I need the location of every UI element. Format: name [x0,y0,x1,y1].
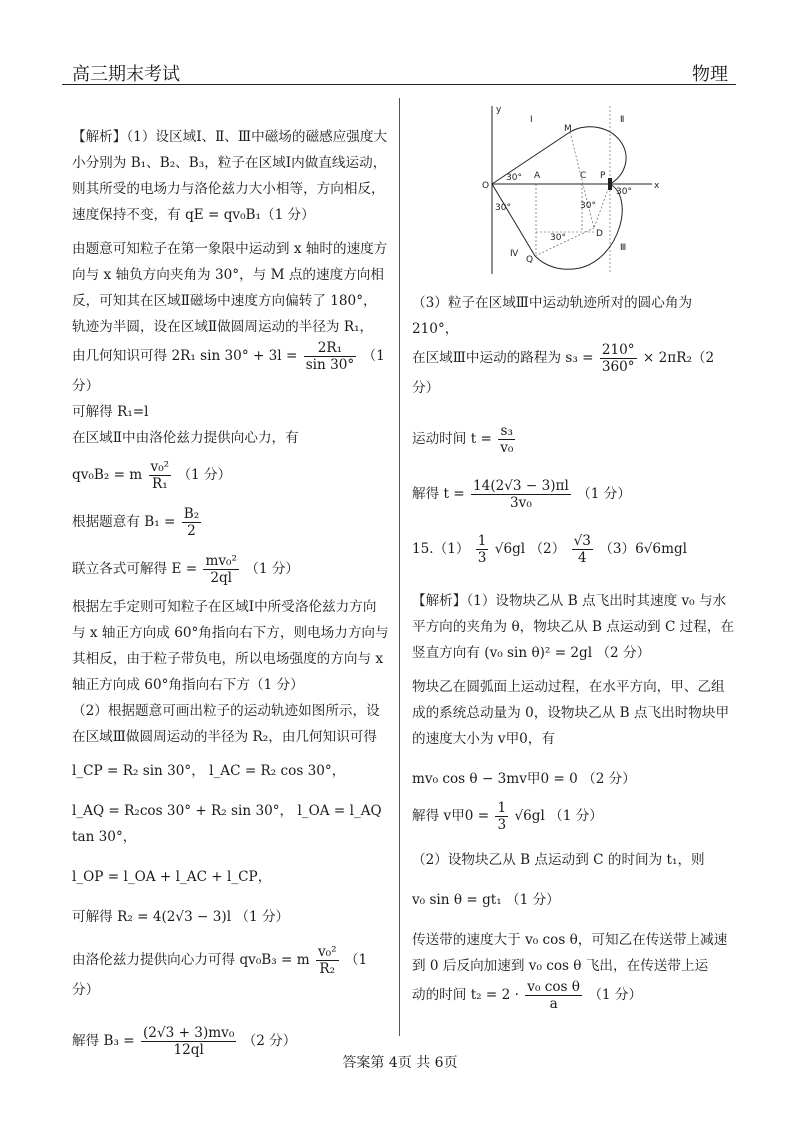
equation-t2: 动的时间 t₂ = 2 · $\frac{\text{v₀ cos θ}}{a}$ （1 分） [412,979,643,1012]
svg-text:Q: Q [526,255,534,265]
fraction: $\frac{\text{s₃}}{\text{v₀}}$ [500,423,514,456]
fraction: $\frac{\text{v₀²}}{\text{R₂}}$ [317,944,337,977]
exam-title: 高三期末考试 [72,64,180,85]
q15-part2: （2）设物块乙从 B 点运动到 C 的时间为 t₁，则 [412,852,705,868]
paragraph-field-direction: 根据左手定则可知粒子在区域Ⅰ中所受洛伦兹力方向与 x 轴正方向成 60°角指向右下方，则电场力方向与其相反，由于粒子带负电，所以电场强度的方向与 x 轴正方向成 60°角指向右下方（1 分） [72,599,389,693]
part3-angle: （3）粒子在区域Ⅲ中运动轨迹所对的圆心角为 210°， [412,295,693,337]
result-time: 解得 t = $\frac{14(2√3 - 3)\pi l}{\text{3v₀}}$ （1 分） [412,478,631,511]
equation-s3: 在区域Ⅲ中运动的路程为 s₃ = $\frac{210^\circ}{360^\circ}$ × 2πR₂（2 分） [412,342,715,396]
svg-text:C: C [580,171,587,181]
q15-momentum: 物块乙在圆弧面上运动过程，在水平方向，甲、乙组成的系统总动量为 0，设物块乙从 B 点飞出时物块甲的速度大小为 v甲0，有 [412,679,730,747]
svg-text:30°: 30° [580,201,596,211]
svg-text:Ⅰ: Ⅰ [530,115,533,125]
right-column [412,290,738,1012]
equation-b3: 由洛伦兹力提供向心力可得 qv₀B₃ = m $\frac{\text{v₀²}}{\text{R₂}}$ （1 分） [72,944,368,998]
q15-belt: 传送带的速度大于 v₀ cos θ，可知乙在传送带上减速到 0 后反向加速到 v₀ cos θ 飞出，在传送带上运 [412,932,728,974]
fraction: $\frac{√3}{4}$ [573,533,591,566]
q15-analysis: 【解析】（1）设物块乙从 B 点飞出时其速度 v₀ 与水平方向的夹角为 θ，物块乙从 B 点运动到 C 过程，在竖直方向有 (v₀ sin θ)² = 2gl （2 分） [412,593,735,661]
equation-b1: 根据题意有 B₁ = $\frac{\text{B₂}}{2}$ [72,506,200,539]
equation-time: 运动时间 t = $\frac{\text{s₃}}{\text{v₀}}$ [412,423,514,456]
svg-text:Ⅲ: Ⅲ [620,243,627,253]
result-v0: 解得 v甲0 = $\frac{1}{3}$ √6gl （1 分） [412,800,603,833]
svg-text:M: M [564,124,572,134]
page-footer: 答案第 4页 共 6页 [342,1055,458,1071]
svg-text:A: A [534,171,541,181]
fraction: $\frac{\text{mv₀²}}{2ql}$ [205,553,237,586]
left-column [72,124,390,1058]
fraction: $\frac{\text{2R₁}}{\sin 30^\circ}$ [305,340,355,373]
result-r1: 可解得 R₁=l [72,404,149,420]
page-header [62,58,736,85]
column-divider [399,98,400,1036]
solution-intro: 【解析】（1）设区域Ⅰ、Ⅱ、Ⅲ中磁场的磁感应强度大小分别为 B₁、B₂、B₃，粒子在区域Ⅰ内做直线运动，则其所受的电场力与洛伦兹力大小相等，方向相反，速度保持不变，有 qE = qv₀B₁（1 分） [72,129,388,223]
fraction: $\frac{\text{v₀ cos θ}}{a}$ [527,979,580,1012]
svg-text:Ⅳ: Ⅳ [510,249,519,259]
svg-text:P: P [600,171,606,181]
svg-text:y: y [496,105,502,115]
svg-text:30°: 30° [495,203,511,213]
q15-answers: 15.（1） $\frac{1}{3}$ √6gl （2） $\frac{√3}{4}$ （3）6√6mgl [412,533,688,566]
trajectory-diagram [470,98,670,284]
fraction: $\frac{\text{(2√3 + 3)mv₀}}{12ql}$ [143,1025,235,1058]
equation-laq: l_AQ = R₂cos 30° + R₂ sin 30°， l_OA = l_AQ tan 30°， [72,803,382,845]
fraction: $\frac{1}{3}$ [477,533,487,566]
svg-text:30°: 30° [550,233,566,243]
svg-text:30°: 30° [506,173,522,183]
equation-lop: l_OP = l_OA + l_AC + l_CP， [72,869,272,885]
equation-geometry: 由几何知识可得 2R₁ sin 30° + 3l = $\frac{\text{2R₁}}{\sin 30^\circ}$ （1 分） [72,340,385,394]
svg-text:D: D [596,229,603,239]
fraction: $\frac{210^\circ}{360^\circ}$ [601,342,635,375]
paragraph-analysis: 由题意可知粒子在第一象限中运动到 x 轴时的速度方向与 x 轴负方向夹角为 30°，与 M 点的速度方向相反，可知其在区域Ⅱ磁场中速度方向偏转了 180°，轨迹为半圆，设在区域Ⅱ做圆周运动的半径为 R₁， [72,241,388,335]
svg-text:Ⅱ: Ⅱ [620,115,625,125]
equation-e: 联立各式可解得 E = $\frac{\text{mv₀²}}{2ql}$ （1 分） [72,553,300,586]
svg-text:30°: 30° [616,187,632,197]
fraction: $\frac{\text{v₀²}}{\text{R₁}}$ [150,459,170,492]
paragraph-part2: （2）根据题意可画出粒子的运动轨迹如图所示，设在区域Ⅲ做圆周运动的半径为 R₂，由几何知识可得 [72,703,380,745]
fraction: $\frac{14(2√3 - 3)\pi l}{\text{3v₀}}$ [473,478,569,511]
equation-momentum: mv₀ cos θ − 3mv甲0 = 0 （2 分） [412,771,636,787]
svg-text:O: O [482,181,490,191]
equation-b2: qv₀B₂ = m $\frac{\text{v₀²}}{\text{R₁}}$ （1 分） [72,459,232,492]
fraction: $\frac{\text{B₂}}{2}$ [183,506,200,539]
equation-lcp: l_CP = R₂ sin 30°， l_AC = R₂ cos 30°， [72,763,346,779]
result-b3: 解得 B₃ = $\frac{\text{(2√3 + 3)mv₀}}{12ql}$ （2 分） [72,1025,297,1058]
svg-text:x: x [654,181,660,191]
fraction: $\frac{1}{3}$ [497,800,507,833]
equation-t1: v₀ sin θ = gt₁ （1 分） [412,892,560,908]
paragraph-region2: 在区域Ⅱ中由洛伦兹力提供向心力，有 [72,430,299,446]
result-r2: 可解得 R₂ = 4(2√3 − 3)l （1 分） [72,909,290,925]
trajectory-svg [470,98,670,284]
subject-title: 物理 [692,64,728,85]
